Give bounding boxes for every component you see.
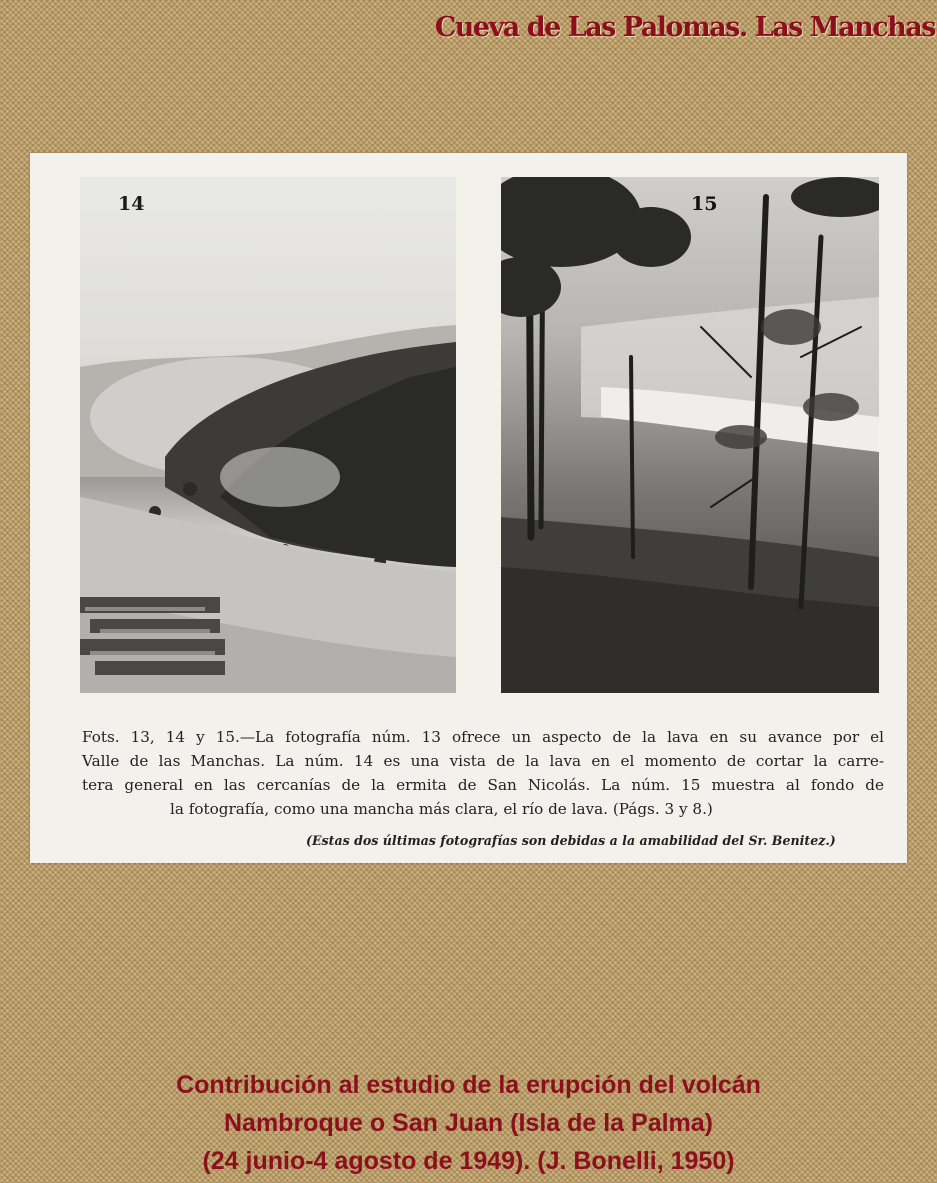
photo-14-lava-road	[80, 177, 456, 693]
caption-line: tera general en las cercanías de la ermita de San Nicolás. La núm. 15 muestra al fondo de	[82, 776, 884, 794]
slide-title: Cueva de Las Palomas. Las Manchas	[434, 12, 935, 43]
pine-forest-photo-icon	[501, 177, 879, 693]
photo-15-pine-forest	[501, 177, 879, 693]
photo-credit: (Estas dos últimas fotografías son debidas a la amabilidad del Sr. Benitez.)	[306, 833, 836, 848]
citation-line: (24 junio-4 agosto de 1949). (J. Bonelli, 1950)	[202, 1147, 735, 1175]
lava-flow-photo-icon	[80, 177, 456, 693]
caption-line: Valle de las Manchas. La núm. 14 es una vista de la lava en el momento de cortar la carre-	[82, 752, 884, 770]
photo-number: 15	[691, 193, 718, 215]
photo-caption	[82, 725, 884, 821]
caption-line: la fotografía, como una mancha más clara, el río de lava. (Págs. 3 y 8.)	[170, 800, 713, 818]
scanned-page	[30, 153, 907, 863]
source-citation	[0, 1066, 937, 1180]
citation-line: Nambroque o San Juan (Isla de la Palma)	[223, 1109, 714, 1137]
caption-line: Fots. 13, 14 y 15.—La fotografía núm. 13 ofrece un aspecto de la lava en su avance por el	[82, 728, 884, 746]
citation-line: Contribución al estudio de la erupción del volcán	[176, 1071, 761, 1099]
photo-number: 14	[118, 193, 145, 215]
